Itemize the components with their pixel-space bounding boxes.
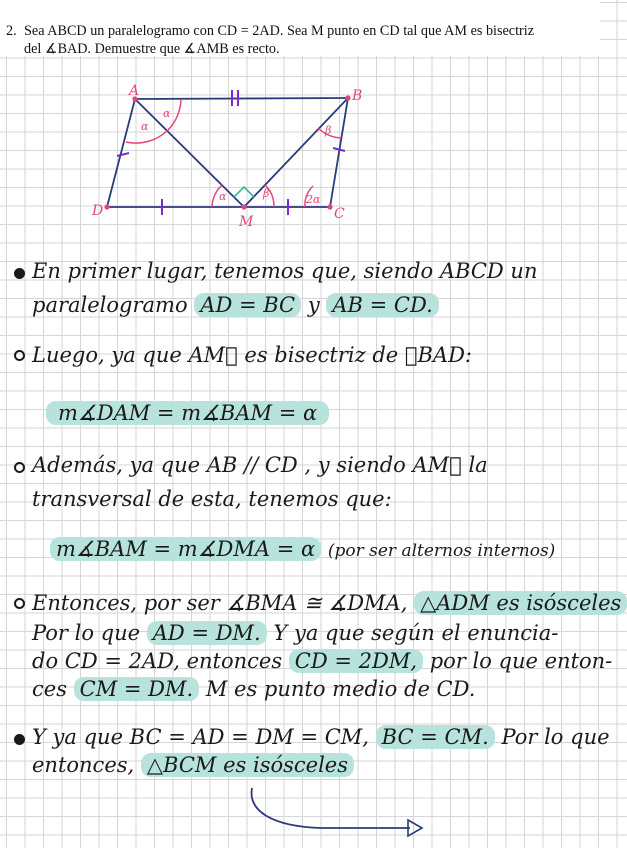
highlight-adm-isosceles: △ADM es isósceles xyxy=(414,591,627,615)
label-b: B xyxy=(352,88,363,104)
highlight-ad-dm: AD = DM. xyxy=(147,621,267,645)
label-a: A xyxy=(129,83,140,99)
parallelogram-figure xyxy=(0,0,600,240)
bullet-5-line-1-tail: Por lo que xyxy=(501,725,610,749)
bullet-5-line-1 xyxy=(32,724,610,750)
alternate-interior-note: (por ser alternos internos) xyxy=(327,541,556,561)
bullet-4-line-1-text: Entonces, por ser ∡BMA ≅ ∡DMA, xyxy=(32,591,408,615)
bullet-5-line-1-text: Y ya que BC = AD = DM = CM, xyxy=(32,725,369,749)
label-m: M xyxy=(239,214,254,230)
highlight-bcm-isosceles: △BCM es isósceles xyxy=(141,753,354,777)
bullet-5 xyxy=(14,734,25,745)
bullet-4-line-2 xyxy=(32,620,558,646)
highlight-alternate-angles: m∡BAM = m∡DMA = α xyxy=(50,537,321,561)
bullet-4-line-1 xyxy=(32,590,627,616)
bullet-2-equation xyxy=(46,400,329,426)
bullet-2 xyxy=(14,350,25,361)
angle-alpha-a: α xyxy=(163,107,171,120)
side-ab xyxy=(135,98,348,99)
angle-arcs xyxy=(126,99,341,207)
bullet-5-line-2-text: entonces, xyxy=(32,753,135,777)
bullet-3-line-2: transversal de esta, tenemos que: xyxy=(32,487,392,511)
problem-number: 2. xyxy=(6,23,17,39)
highlight-ab-cd: AB = CD. xyxy=(326,293,438,317)
label-d: D xyxy=(92,203,104,219)
angle-beta-b: β xyxy=(325,124,332,137)
highlight-cm-dm: CM = DM. xyxy=(74,677,200,701)
bullet-3-line-1: Además, ya que AB // CD , y siendo AM⃗ la xyxy=(32,453,488,477)
label-c: C xyxy=(334,206,345,222)
bullet-1-line-2-text: paralelogramo xyxy=(32,293,188,317)
problem-line-1: Sea ABCD un paralelogramo con CD = 2AD. Sea M punto en CD tal que AM es bisectriz xyxy=(24,23,534,39)
bullet-1 xyxy=(14,268,25,279)
bullet-4 xyxy=(14,598,25,609)
highlight-angle-equality: m∡DAM = m∡BAM = α xyxy=(46,401,329,425)
bullet-3 xyxy=(14,462,25,473)
angle-alpha-m: α xyxy=(219,190,227,203)
angle-alpha-dam: α xyxy=(141,120,149,133)
bullet-4-line-4-text: ces xyxy=(32,677,67,701)
bullet-2-line-1: Luego, ya que AM⃗ es bisectriz de ∡BAD: xyxy=(32,343,473,367)
bullet-4-line-4 xyxy=(32,676,475,702)
bullet-4-line-3-tail: por lo que enton- xyxy=(429,649,613,673)
bullet-4-line-2-text: Por lo que xyxy=(32,621,141,645)
bullet-1-line-2 xyxy=(32,292,439,318)
highlight-bc-cm: BC = CM. xyxy=(376,725,495,749)
bullet-4-line-2-tail: Y ya que según el enuncia- xyxy=(273,621,559,645)
bullet-4-line-3 xyxy=(32,648,612,674)
angle-two-alpha-c: 2α xyxy=(306,193,321,206)
bullet-5-line-2 xyxy=(32,752,354,778)
bullet-4-line-3-text: do CD = 2AD, entonces xyxy=(32,649,283,673)
bullet-3-equation xyxy=(50,536,555,564)
problem-line-2: del ∡BAD. Demuestre que ∡AMB es recto. xyxy=(24,41,280,57)
angle-beta-m: β xyxy=(263,187,270,200)
continue-arrow-icon xyxy=(240,780,440,844)
highlight-cd-2dm: CD = 2DM, xyxy=(289,649,423,673)
side-da xyxy=(107,99,135,207)
bullet-1-line-1: En primer lugar, tenemos que, siendo ABCD un xyxy=(32,259,538,283)
segment-am xyxy=(135,99,244,207)
bullet-4-line-4-tail: M es punto medio de CD. xyxy=(205,677,476,701)
highlight-ad-bc: AD = BC xyxy=(194,293,301,317)
right-angle-mark xyxy=(234,187,254,197)
conjunction-y: y xyxy=(307,293,320,317)
